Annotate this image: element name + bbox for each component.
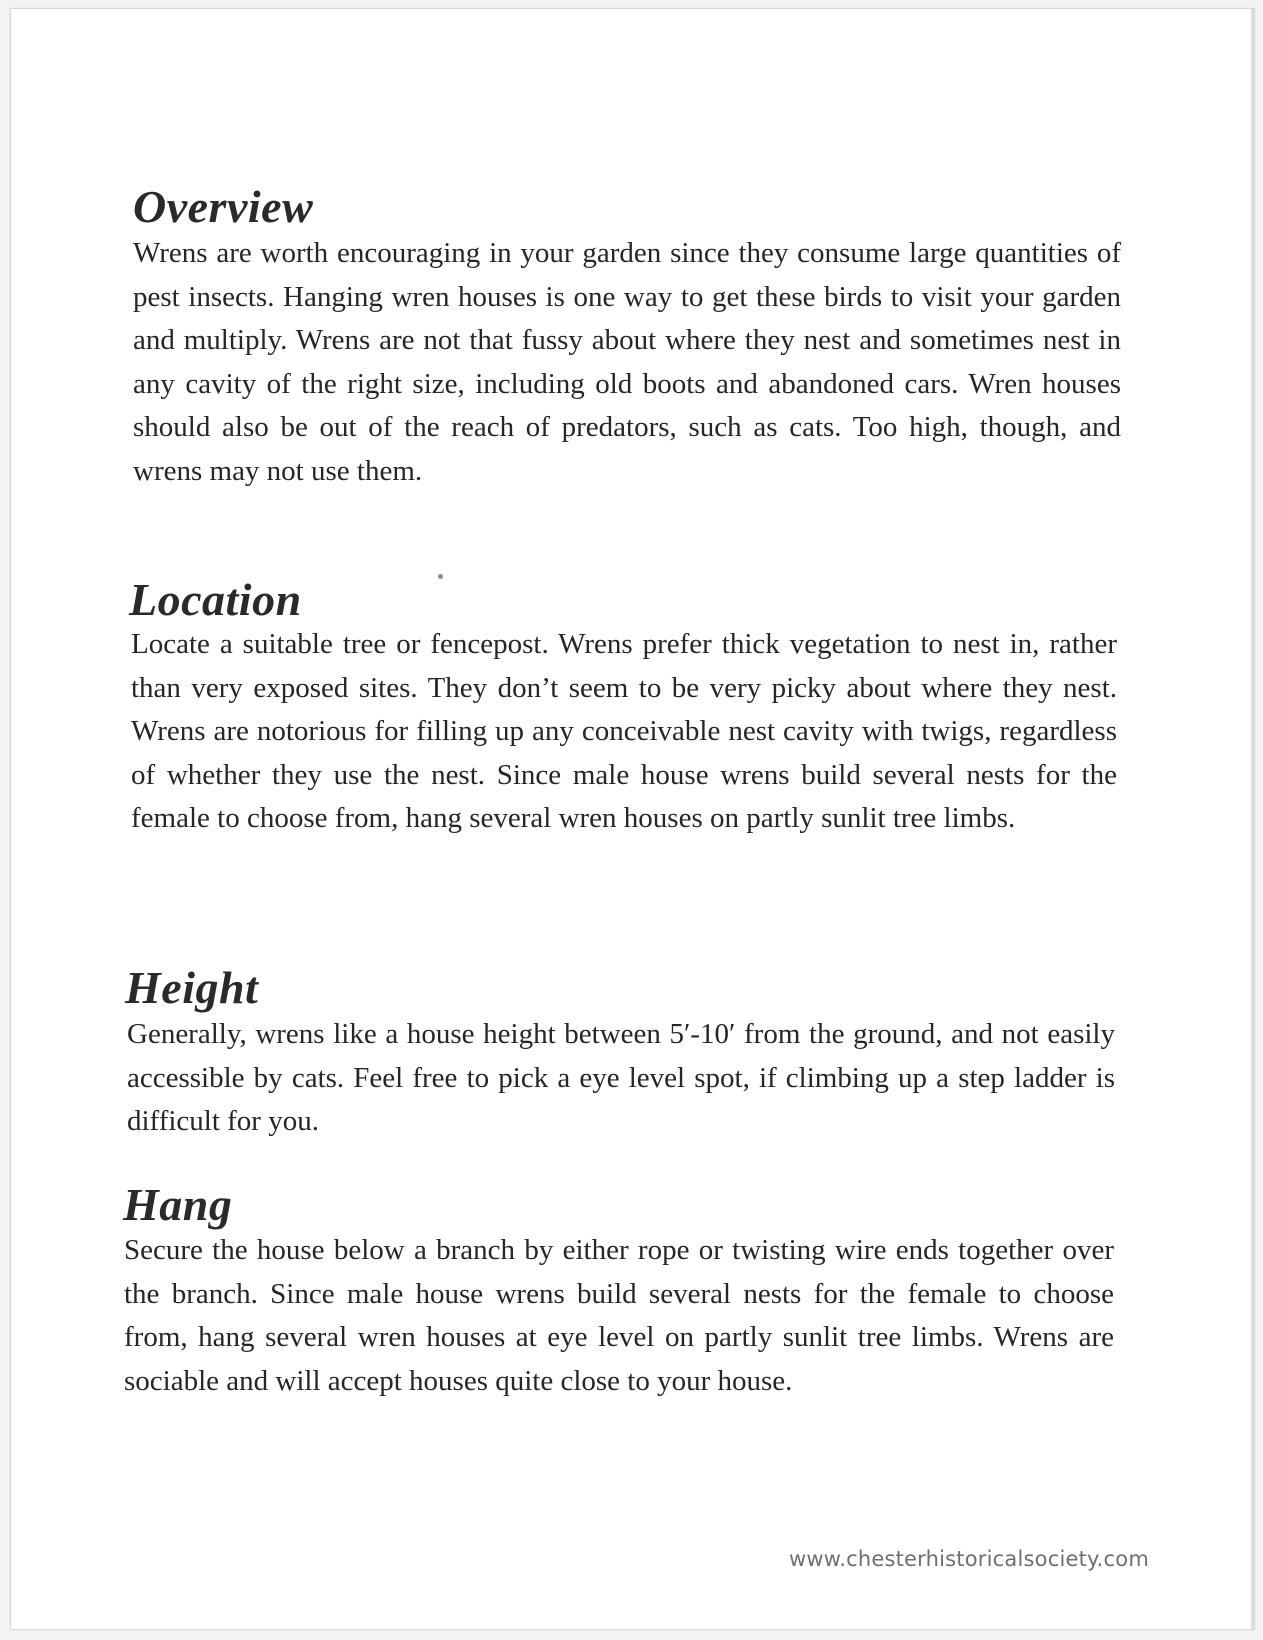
- height-heading: Height: [125, 962, 259, 1013]
- hang-paragraph: Secure the house below a branch by either rope or twisting wire ends together over the branch. Since male house wrens build several nests for the female to choose from, hang several wren houses at eye level on partly sunlit tree limbs. Wrens are sociable and will accept houses quite close to your house.: [124, 1234, 1114, 1397]
- scan-speck: [438, 574, 443, 579]
- hang-heading: Hang: [123, 1179, 233, 1230]
- location-paragraph: Locate a suitable tree or fencepost. Wrens prefer thick vegetation to nest in, rather than very exposed sites. They don’t seem to be very picky about where they nest. Wrens are notorious for filling up any conceivable nest cavity with twigs, regardless of whether they use the nest. Since male house wrens build several nests for the female to choose from, hang several wren houses on partly sunlit tree limbs.: [131, 628, 1117, 834]
- overview-paragraph: Wrens are worth encouraging in your garden since they consume large quantities of pest insects. Hanging wren houses is one way to get these birds to visit your garden and multiply. Wrens are not that fussy about where they nest and sometimes nest in any cavity of the right size, including old boots and abandoned cars. Wren houses should also be out of the reach of predators, such as cats. Too high, though, and wrens may not use them.: [133, 237, 1121, 487]
- document-page: [10, 8, 1255, 1630]
- location-heading: Location: [129, 574, 302, 625]
- website-watermark: www.chesterhistoricalsociety.com: [789, 1547, 1149, 1571]
- height-paragraph: Generally, wrens like a house height between 5′-10′ from the ground, and not easily accessible by cats. Feel free to pick a eye level spot, if climbing up a step ladder is difficult for you.: [127, 1018, 1115, 1137]
- overview-heading: Overview: [133, 181, 314, 232]
